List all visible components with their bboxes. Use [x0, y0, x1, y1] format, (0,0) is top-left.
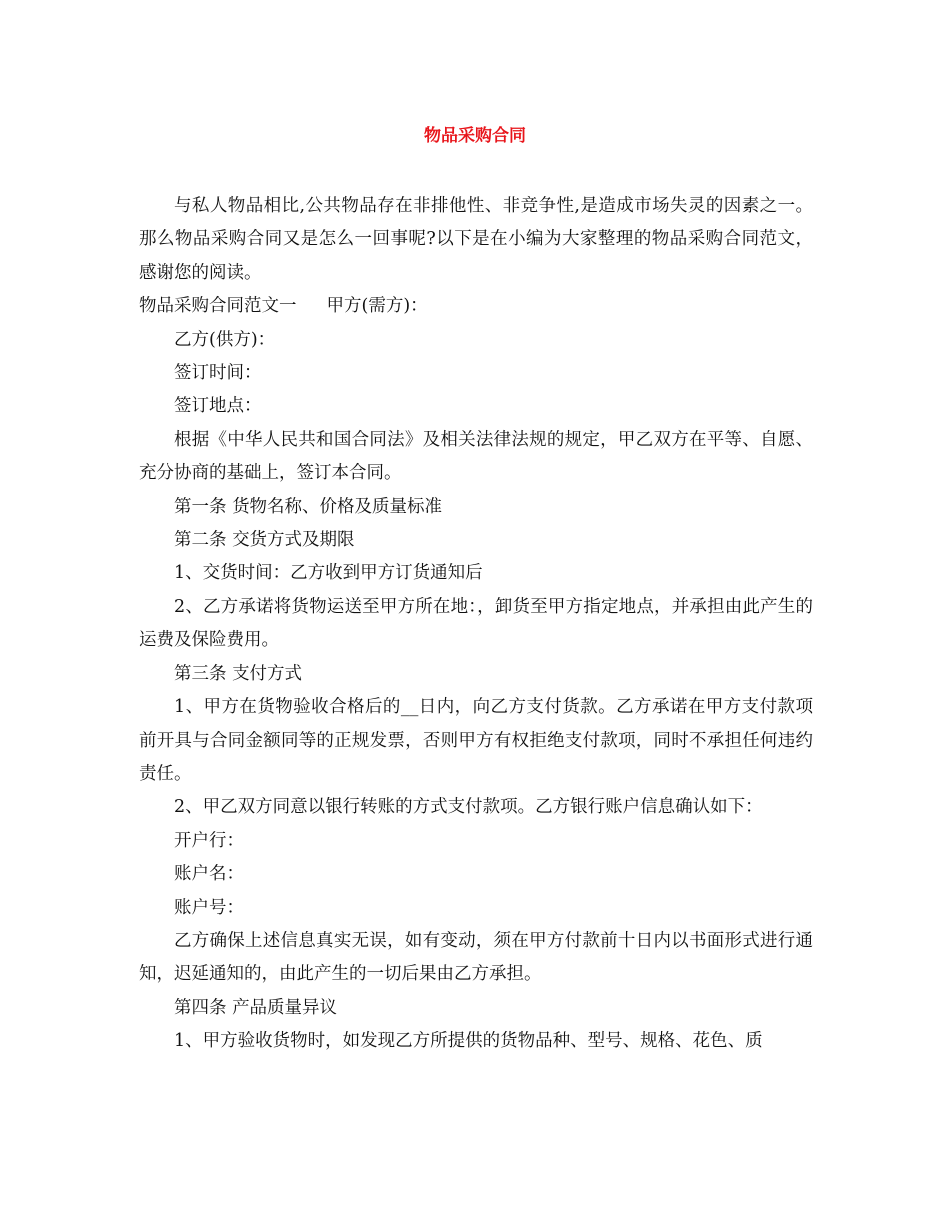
paragraph-sign-place: 签订地点：	[174, 396, 262, 417]
article-3-heading: 第三条 支付方式	[174, 663, 303, 684]
article-2-heading: 第二条 交货方式及期限	[174, 530, 355, 551]
bank-name-field: 开户行：	[174, 830, 244, 851]
paragraph-party-b: 乙方(供方)：	[174, 329, 276, 350]
sample-heading-label: 物品采购合同范文一	[139, 296, 297, 317]
article-3-item-2: 2、甲乙双方同意以银行转账的方式支付款项。乙方银行账户信息确认如下：	[174, 797, 763, 818]
account-name-field: 账户名：	[174, 864, 244, 885]
article-2-item-2: 2、乙方承诺将货物运送至甲方所在地：，卸货至甲方指定地点，并承担由此产生的运费及保险费用。	[139, 596, 813, 651]
article-4-heading: 第四条 产品质量异议	[174, 997, 338, 1018]
document-body	[139, 190, 813, 1059]
article-3-item-1: 1、甲方在货物验收合格后的__日内，向乙方支付货款。乙方承诺在甲方支付款项前开具与合同金额同等的正规发票，否则甲方有权拒绝支付款项，同时不承担任何违约责任。	[139, 697, 813, 784]
article-1-heading: 第一条 货物名称、价格及质量标准	[174, 496, 443, 517]
article-4-item-1: 1、甲方验收货物时，如发现乙方所提供的货物品种、型号、规格、花色、质	[174, 1031, 763, 1052]
document-title: 物品采购合同	[424, 126, 526, 146]
article-2-item-1: 1、交货时间：乙方收到甲方订货通知后	[174, 563, 483, 584]
party-a-label: 甲方(需方)：	[326, 296, 428, 317]
paragraph-sign-time: 签订时间：	[174, 363, 262, 384]
paragraph-legal-basis: 根据《中华人民共和国合同法》及相关法律法规的规定，甲乙双方在平等、自愿、充分协商的基础上，签订本合同。	[139, 429, 813, 484]
paragraph-info-guarantee: 乙方确保上述信息真实无误，如有变动，须在甲方付款前十日内以书面形式进行通知，迟延通知的，由此产生的一切后果由乙方承担。	[139, 930, 813, 985]
paragraph-intro: 与私人物品相比,公共物品存在非排他性、非竞争性,是造成市场失灵的因素之一。那么物品采购合同又是怎么一回事呢?以下是在小编为大家整理的物品采购合同范文，感谢您的阅读。	[139, 196, 813, 283]
paragraph-sample-heading	[139, 290, 813, 323]
account-number-field: 账户号：	[174, 897, 244, 918]
